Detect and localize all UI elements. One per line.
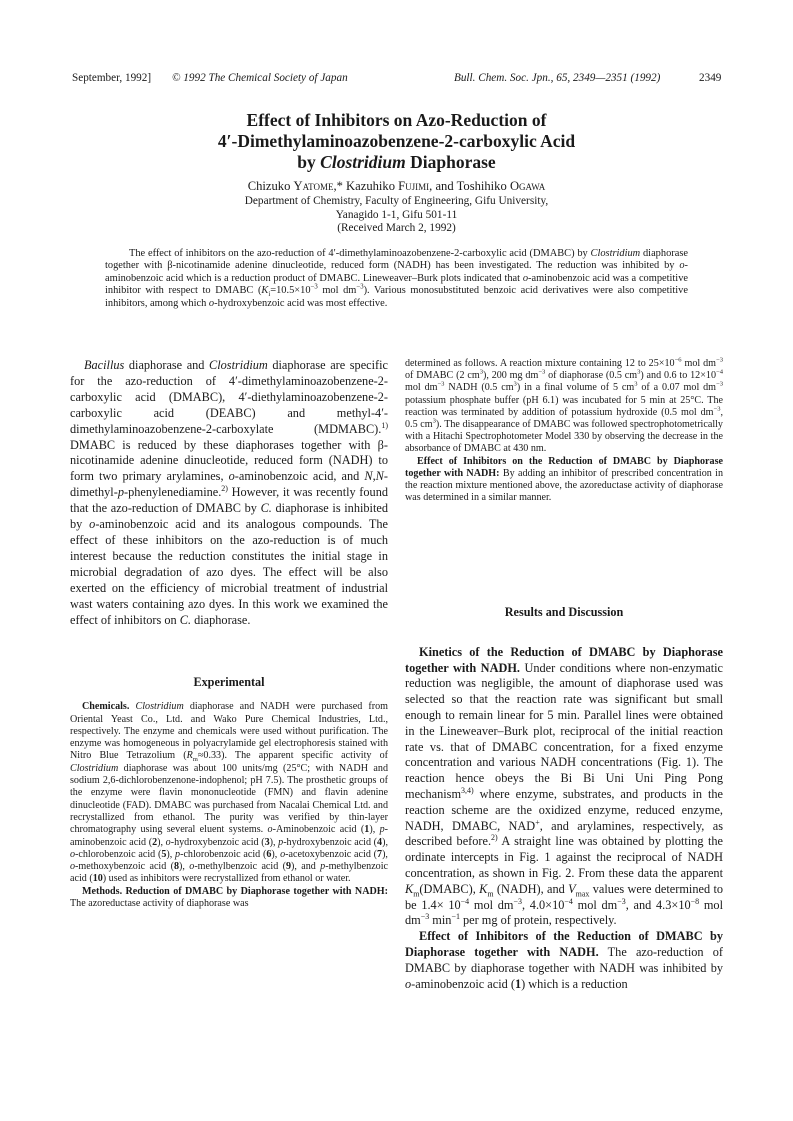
experimental-heading: Experimental xyxy=(193,675,265,689)
experimental-section xyxy=(70,676,388,910)
article-title xyxy=(60,110,733,173)
title-line: Effect of Inhibitors on Azo-Reduction of xyxy=(246,110,547,130)
results-heading: Results and Discussion xyxy=(504,605,624,619)
affiliation xyxy=(60,195,733,236)
author-list: Chizuko Yatome,* Kazuhiko Fujimi, and Toshihiko Ogawa xyxy=(247,179,546,193)
kinetics-paragraph: Kinetics of the Reduction of DMABC by Diaphorase together with NADH. Under conditions where non-enzymatic reduction was negligible, the amount of diaphorase used was selected so that the reaction rate was significant but small enough to remain linear for 5 min. Parallel lines were obtained in the Lineweaver–Burk plot, reciprocal of the initial reaction rate vs. that of DMABC concentration, for a fixed enzyme concentration and various NADH concentrations (Fig. 1). The reaction hence obeys the Bi Bi Uni Uni Ping Pong mechanism$^{3,4)}$ where enzyme, substrates, and products in the reaction scheme are the oxidized enzyme, reduced enzyme, NADH, DMABC, NAD+, and arylamines, respectively, as described before.$^{2)}$ A straight line was obtained by plotting the ordinate intercepts in Fig. 1 against the reciprocal of NADH concentration, as shown in Fig. 2. From these data the apparent $K_m(DMABC)$, $K_m$ (NADH), and $V_{max}$ values were determined to be $1.4\times 10^{-4}$ mol $dm^{-3}$, $4.0\times 10^{-4}$ mol $dm^{-3}$, and $4.3\times 10^{-8}$ mol $dm^{-3}$ $\min^{-1}$ per mg of protein, respectively. xyxy=(405,644,724,928)
effect-of-inhibitors-paragraph: Effect of Inhibitors on the Reduction of DMABC by Diaphorase together with NADH: By adding an inhibitor of prescribed concentration in the reaction mixture mentioned above, the azoreductase activity of diaphorase was determined in a similar manner. xyxy=(405,455,723,504)
introduction xyxy=(70,358,388,628)
running-header xyxy=(72,72,722,88)
intro-paragraph: Bacillus diaphorase and Clostridium diaphorase are specific for the azo-reduction of 4′-dimethylaminoazobenzene-2-carboxylic acid (DMABC), 4′-diethylaminoazobenzene-2-carboxylic acid (DEABC) and methyl-4′-dimethylaminoazobenzene-2-carboxylate (MDMABC).$^{1)}$ DMABC is reduced by these diaphorases together with β-nicotinamide adenine dinucleotide, reduced form (NADH) to form two primary arylamines, o-aminobenzoic acid, and N,N-dimethyl-p-phenylenediamine.$^{2)}$ However, it was recently found that the azo-reduction of DMABC by C. diaphorase is inhibited by o-aminobenzoic acid and its analogous compounds. The effect of these inhibitors on the azo-reduction is of much interest because the reduction constitutes the initial stage in microbial degradation of azo dyes. The effect will be also exerted on the efficiency of microbial treatment of industrial wast waters containing azo dyes. In this work we examined the effect of inhibitors on C. diaphorase. xyxy=(70,358,388,627)
received-date: (Received March 2, 1992) xyxy=(337,222,456,235)
affiliation-line: Department of Chemistry, Faculty of Engineering, Gifu University, xyxy=(244,195,549,207)
header-page-number: 2349 xyxy=(699,72,722,84)
results-section xyxy=(405,605,724,992)
chemicals-paragraph: Chemicals. Clostridium diaphorase and NADH were purchased from Oriental Yeast Co., Ltd. and Wako Pure Chemical Industries, Ltd., respectively. The enzyme and chemicals were used without purification. The enzyme was homogeneous in polyacrylamide gel electrophoresis stained with Nitro Blue Tetrazolium $(R_m\approx 0.33)$. The apparent specific activity of Clostridium diaphorase was about 100 units/mg (25°C; with NADH and sodium 2,6-dichlorobenzenone-indophenol; pH 7.5). The prosthetic groups of the enzyme were flavin mononucleotide (FMN) and flavin adenine dinucleotide (FAD). DMABC was purchased from Nacalai Chemical Ltd. and recrystallized from ethanol. The purity was verified by thin-layer chromatography using several eluent systems. o-Aminobenzoic acid (1), p-aminobenzoic acid (2), o-hydroxybenzoic acid (3), p-hydroxybenzoic acid (4), o-chlorobenzoic acid (5), p-chlorobenzoic acid (6), o-acetoxybenzoic acid (7), o-methoxybenzoic acid (8), o-methylbenzoic acid (9), and p-methylbenzoic acid (10) used as inhibitors were recrystallized from ethanol or water. xyxy=(70,701,388,885)
methods-continued-paragraph: determined as follows. A reaction mixture containing 12 to $25\times 10^{-6}$ mol $dm^{-3}$ of DMABC (2 $cm^3$), 200 mg $dm^{-3}$ of diaphorase (0.5 $cm^3$) and 0.6 to $12\times 10^{-4}$ mol $dm^{-3}$ NADH (0.5 $cm^3$) in a final volume of 5 $cm^3$ of a 0.07 mol $dm^{-3}$ potassium phosphate buffer (pH 6.1) was incubated for 5 min at 25°C. The reaction was terminated by addition of potassium hydroxide (0.5 mol $dm^{-3}$, 0.5 $cm^3$). The disappearance of DMABC was followed spectrophotometrically with a Hitachi Spectrophotometer Model 330 by observing the decrease in the absorbance of DMABC at 430 nm. xyxy=(405,356,723,455)
abstract: The effect of inhibitors on the azo-reduction of 4′-dimethylaminoazobenzene-2-carboxylic acid (DMABC) by Clostridium diaphorase together with β-nicotinamide adenine dinucleotide, reduced form (NADH) has been investigated. The reduction was inhibited by o-aminobenzoic acid which is a reduction product of DMABC. Lineweaver–Burk plots indicated that o-aminobenzoic acid was a competitive inhibitor with respect to DMABC ($K_i=10.5\times 10^{-3}$ mol $dm^{-3}$). Various monosubstituted benzoic acid derivatives were also competitive inhibitors, among which o-hydroxybenzoic acid was most effective. xyxy=(105,248,688,309)
methods-paragraph: Methods. Reduction of DMABC by Diaphorase together with NADH: The azoreductase activity of diaphorase was xyxy=(70,885,388,910)
inhibitor-effect-paragraph: Effect of Inhibitors of the Reduction of DMABC by Diaphorase together with NADH. The azo-reduction of DMABC by diaphorase together with NADH was inhibited by o-aminobenzoic acid (1) which is a reduction xyxy=(405,929,723,991)
methods-continued xyxy=(405,358,723,504)
header-date: September, 1992] xyxy=(72,72,152,84)
affiliation-address: Yanagido 1-1, Gifu 501-11 xyxy=(335,208,458,221)
title-line: 4′-Dimethylaminoazobenzene-2-carboxylic Acid xyxy=(217,131,576,151)
header-journal: Bull. Chem. Soc. Jpn., 65, 2349—2351 (1992) xyxy=(454,72,661,84)
title-line: by Clostridium Diaphorase xyxy=(297,152,496,172)
header-copyright: © 1992 The Chemical Society of Japan xyxy=(172,72,348,84)
